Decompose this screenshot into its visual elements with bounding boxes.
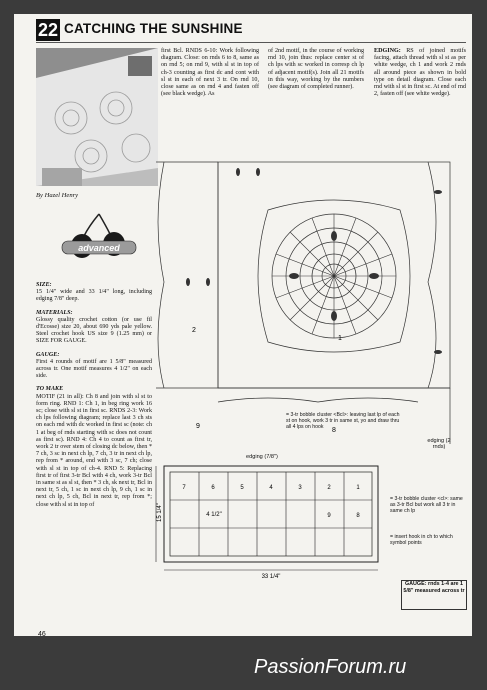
pattern-header (36, 19, 243, 41)
legend-bobble (286, 412, 404, 431)
instructions-column-2: first Bcl. RNDS 6-10: Work following diagram. Close: on rnds 6 to 8, same as on rnd 5; on rnd 9, with sl st in top of ch-3 counting as first dc and cont with sl st in each of next 3 tr. On rnd 10, close same as on rnd 4 and fasten off (see black wedge). As (161, 48, 259, 98)
motif-size-label: 4 1/2" (206, 512, 222, 518)
instructions-column-1 (36, 282, 152, 509)
runner-schematic (152, 462, 384, 580)
edging-heading: EDGING: (374, 48, 401, 54)
schematic-edging-label: edging (7/8") (246, 454, 278, 460)
schematic-cell-8: 8 (356, 513, 360, 519)
edging-text: RS of joined motifs facing, attach thread with sl st as per white wedge, ch 1 and work 2 rnds all around piece as shown in bold type on detail diagram. Close each rnd with sl st in first sc. At end of rnd 2, fasten off (see white wedge). (374, 48, 466, 98)
instructions-column-4 (374, 48, 466, 98)
header-rule (36, 42, 466, 43)
schematic-cell-4: 4 (269, 485, 273, 491)
width-label: 33 1/4" (261, 574, 281, 580)
motif-label-1: 1 (338, 335, 342, 342)
size-text: 15 1/4" wide and 33 1/4" long, including edging 7/8" deep. (36, 289, 152, 303)
watermark: PassionForum.ru (254, 656, 407, 678)
magazine-page (14, 14, 472, 636)
cl-cluster-text: = 3-tr bobble cluster <cl>: same as 3-tr Bcl but work all 3 tr in same ch lp (390, 496, 463, 515)
schematic-cell-7: 7 (182, 485, 186, 491)
materials-heading: MATERIALS: (36, 309, 73, 316)
size-heading: SIZE: (36, 282, 52, 288)
schematic-cell-1: 1 (356, 485, 360, 491)
insert-hook-text: = insert hook in ch to which symbol points (390, 534, 453, 547)
pattern-number: 22 (37, 20, 59, 40)
difficulty-badge (54, 210, 144, 270)
height-label: 15 1/4" (157, 503, 163, 522)
legend-cl (390, 496, 466, 515)
schematic-cell-2: 2 (327, 485, 331, 491)
gauge-heading: GAUGE: (36, 351, 60, 358)
materials-text: Glossy quality crochet cotton (or use fil d'Ecosse) size 20, about 690 yds pale yellow. Steel crochet hook US size 9 (1.25 mm) or SIZE FOR GAUGE. (36, 316, 152, 345)
schematic-cell-6: 6 (211, 485, 215, 491)
motif-label-9: 9 (196, 423, 200, 430)
to-make-text: MOTIF (21 in all): Ch 8 and join with sl st to form ring. RND 1: Ch 1, in beg ring work 16 sc; close with sl st in first sc. RNDS 2-3: Work ch lps following diagram; replace last 3 ch sts on each rnd with dc worked in first sc (note: ch 1 at beg of rnds starting with sc does not count as first sc). RND 4: Ch 4 to count as first tr, work 2 tr over stem of closing dc below, then * 7 ch, 3 sc in next ch lp, 7 ch, 3 tr in next ch lp, rep from * around, end with 3 sc, 7 ch; close with sl st in top of ch-4. RND 5: Replacing first tr of first 3-tr Bcl with 4 ch, work 3-tr Bcl in same st as sl st, then * 3 ch, sk next tr, Bcl in next tr, 5 ch, 1 sc in next ch lp, 9 ch, 1 sc in next ch lp, 5 ch, Bcl in next tr, rep from *; close with sl st in top of (36, 393, 152, 508)
gauge-box: GAUGE: rnds 1-4 are 1 5/8" measured across tr (401, 580, 467, 610)
gauge-text: First 4 rounds of motif are 1 5/8" measured across tr. One motif measures 4 1/2" on each side. (36, 358, 152, 380)
to-make-heading: TO MAKE (36, 386, 64, 393)
page-number: 46 (38, 631, 46, 638)
schematic-cell-5: 5 (240, 485, 244, 491)
motif-label-8: 8 (332, 427, 336, 434)
pattern-title: CATCHING THE SUNSHINE (64, 21, 243, 36)
runner-photo (36, 48, 158, 186)
motif-label-2: 2 (192, 327, 196, 334)
legend-insert (390, 534, 466, 546)
byline: By Hazel Henry (36, 192, 79, 199)
crochet-chart (148, 132, 468, 444)
schematic-cell-9: 9 (327, 513, 331, 519)
bobble-cluster-text: = 3-tr bobble cluster <Bcl>: leaving last lp of each st on hook, work 3 tr in same st, yo and draw thru all 4 lps on hook (286, 412, 400, 431)
edging-rounds-label: edging (2 rnds) (427, 438, 451, 450)
badge-label: advanced (78, 243, 120, 253)
schematic-cell-3: 3 (298, 485, 302, 491)
instructions-column-3: of 2nd motif, in the course of working rnd 10, join thus: replace center st of ch lps with sc worked in corresp ch lp of adjacent motif(s). Join all 21 motifs in this way, working by the numbers (see diagram of completed runner). (268, 48, 364, 91)
